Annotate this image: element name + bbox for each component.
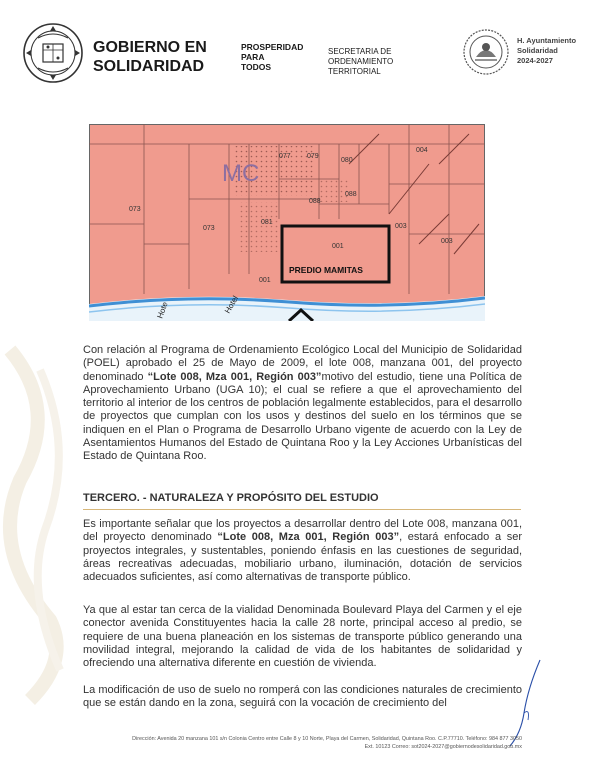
lot-label: 080 [341, 157, 353, 164]
predio-label: PREDIO MAMITAS [289, 265, 363, 275]
slogan-line1: PROSPERIDAD [241, 42, 304, 52]
lot-label: 077 [279, 153, 291, 160]
slogan-line3: TODOS [241, 62, 272, 72]
lot-label: 079 [307, 153, 319, 160]
lot-label: 088 [345, 191, 357, 198]
paragraph-proyectos [83, 518, 522, 584]
road-label-2: Hotel [222, 294, 241, 315]
footer-line2: Ext. 10123 Correo: sot2024-2027@gobiernodesolidaridad.gob.mx [364, 743, 522, 750]
lot-label: 003 [395, 223, 407, 230]
watermark-graphic [0, 330, 80, 710]
zoning-map [89, 124, 485, 321]
lot-label: 001 [332, 243, 344, 250]
road-label-1: Hote [155, 300, 170, 320]
footer-line1: Dirección: Avenida 20 manzana 101 s/n Colonia Centro entre Calle 8 y 10 Norte, Playa del Carmen, Solidaridad, Quintana Roo. C.P.77710. Teléfono: 984 877 3050 [132, 736, 522, 742]
signature-mark [488, 658, 548, 748]
paragraph-poel-text-b: motivo del estudio, tiene una Política de Aprovechamiento Urbano (UGA 10); el cual se refiere a que el aprovechamiento del territorio al interior de los centros de población legalmente establecidos, para el desarrollo de proyectos que cumplan con los usos y destinos del suelo en los términos que se indiquen en el Plan o Programa de Desarrollo Urbano vigente de acuerdo con la Ley de Asentamientos Humanos del Estado de Quintana Roo y la Ley Acciones Urbanísticas del Estado de Quintana Roo. [83, 370, 522, 463]
lot-label: 088 [309, 198, 321, 205]
footer-address [80, 736, 522, 751]
heading-divider [83, 509, 521, 510]
paragraph-vialidad: Ya que al estar tan cerca de la vialidad Denominada Boulevard Playa del Carmen y el eje conector avenida Constituyentes hacia la calle 28 norte, principal acceso al predio, se requiere de una buena planeación en los sistemas de transporte público generando una movilidad integral, mejorando la calidad de vida de los habitantes de solidaridad y ofreciendo una alternativa diferente en cuestión de vivienda. [83, 604, 522, 670]
gov-name-line1: GOBIERNO EN [93, 39, 207, 56]
ayuntamiento-seal-icon [463, 29, 509, 75]
lot-label: 081 [261, 219, 273, 226]
slogan [241, 42, 303, 72]
government-name [93, 38, 207, 76]
ayuntamiento-line3: 2024-2027 [517, 56, 553, 65]
gov-name-line2: SOLIDARIDAD [93, 58, 205, 75]
project-name: “Lote 008, Mza 001, Región 003” [147, 370, 322, 383]
department-name [328, 47, 393, 77]
letterhead [0, 0, 605, 100]
ayuntamiento-line2: Solidaridad [517, 46, 558, 55]
department-line1: SECRETARIA DE [328, 47, 392, 56]
section-heading: TERCERO. - NATURALEZA Y PROPÓSITO DEL ESTUDIO [83, 492, 379, 504]
lot-label: 073 [129, 206, 141, 213]
department-line3: TERRITORIAL [328, 67, 381, 76]
project-name: “Lote 008, Mza 001, Región 003” [217, 531, 400, 544]
slogan-line2: PARA [241, 52, 265, 62]
ayuntamiento-label [517, 36, 576, 66]
municipal-seal-icon [22, 22, 84, 84]
zone-label: MC [222, 160, 260, 187]
lot-label: 001 [259, 277, 271, 284]
paragraph-modificacion: La modificación de uso de suelo no romperá con las condiciones naturales de crecimiento que se están dando en la zona, seguirá con la vocación de crecimiento del [83, 684, 522, 710]
department-line2: ORDENAMIENTO [328, 57, 394, 66]
lot-label: 004 [416, 147, 428, 154]
ayuntamiento-line1: H. Ayuntamiento [517, 36, 577, 45]
paragraph-proyectos-text-a: Es importante señalar que los proyectos a desarrollar dentro del Lote 008, manzana 001, del proyecto denominado [83, 518, 522, 544]
paragraph-poel-text-a: Con relación al Programa de Ordenamiento Ecológico Local del Municipio de Solidaridad (POEL) aprobado el 25 de Mayo de 2009, el lote 008, manzana 001, del proyecto denominado [83, 344, 522, 383]
paragraph-poel [83, 344, 522, 464]
lot-label: 003 [441, 238, 453, 245]
lot-label: 073 [203, 225, 215, 232]
paragraph-proyectos-text-b: , estará enfocado a ser proyectos integrales, y sustentables, poniendo énfasis en las cuestiones de seguridad, áreas recreativas adecuadas, mobiliario urbano, iluminación, dotación de servicios adecuados suficientes, así como alternativas de transporte público. [83, 531, 522, 584]
